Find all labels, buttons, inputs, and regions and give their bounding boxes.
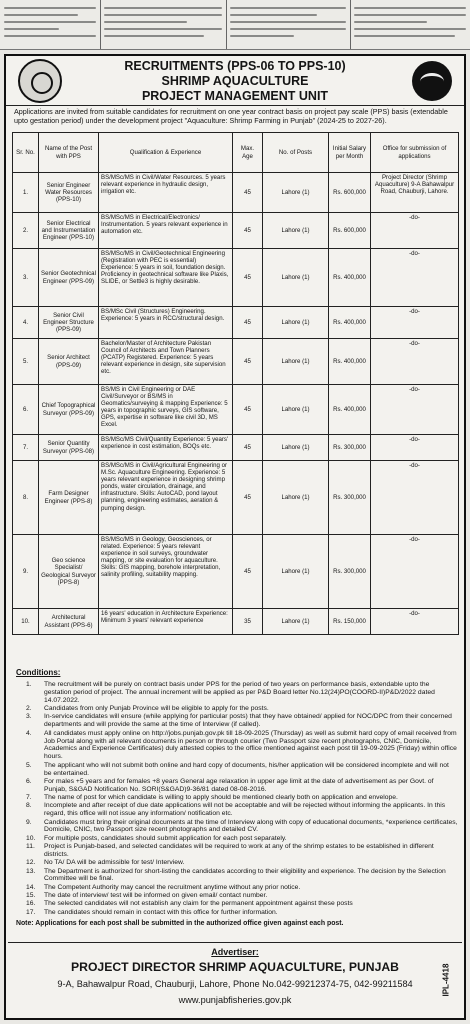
office-cell: -do- [371,435,459,461]
condition-number: 14. [26,883,36,891]
condition-text: No TA/ DA will be admissible for test/ Interview. [44,859,185,867]
condition-text: Incomplete and after receipt of due date applications will not be acceptable and will be rejected without informing the applicants. In this regard, this office will not issue any information/ notification etc. [44,802,446,818]
condition-text: Candidates must bring their original documents at the time of Interview along with copy of educational documents, *experience certificates, Domicile, CNIC, two Passport size recent photographs and detailed CV. [44,818,458,834]
condition-text: The Competent Authority may cancel the recruitment anytime without any prior notice. [44,883,301,891]
posts-cell: Lahore (1) [263,535,329,609]
salary-cell: Rs. 400,000 [329,385,371,435]
posts-table [12,132,459,635]
qualification-cell: BS/MSc/MS in Civil/Geotechnical Engineering (Registration with PEC is essential) Experience: 5 years in soil, foundation design. Proficiency in geotechnical software like Plaxis, SLIDE, or Settle3 is highly desirable. [99,249,233,307]
post-cell: Senior Electrical and Instrumentation Engineer (PPS-10) [39,213,99,249]
qualification-cell: BS/MSc/MS in Electrical/Electronics/ Instrumentation. 5 years relevant experience in automation etc. [99,213,233,249]
qualification-cell: BS/MSc/MS in Civil/Agricultural Engineering or M.Sc. Aquaculture Engineering. Experience: 5 years relevant experience in designing shrimp ponds, water circulation, drainage, and infrastructure. Skills: AutoCAD, pond layout planning, engineering estimates, aeration & pumping design. [99,461,233,535]
age-cell: 45 [233,435,263,461]
condition-number: 11. [26,843,35,851]
condition-text: In-service candidates will ensure (while applying for particular posts) that they have obtained/ applied for NOC/DPC from their concerned departments and will provide the same at the time of Interview (if called). [44,713,452,729]
condition-item [16,819,458,835]
sr-cell: 1. [13,173,39,213]
condition-item [16,884,458,892]
condition-item [16,835,458,843]
punjab-government-emblem-icon [18,59,62,103]
office-cell: -do- [371,385,459,435]
office-cell: Project Director (Shrimp Aquaculture) 9-A Bahawalpur Road, Chauburji, Lahore. [371,173,459,213]
age-cell: 35 [233,609,263,635]
condition-text: For multiple posts, candidates should submit application for each post separately. [44,834,287,842]
condition-number: 17. [26,908,36,916]
condition-text: The date of interview/ test will be informed on given email/ contact number. [44,892,268,900]
table-row [13,307,459,339]
posts-cell: Lahore (1) [263,307,329,339]
qualification-cell: BS/MSc Civil (Structures) Engineering. Experience: 5 years in RCC/structural design. [99,307,233,339]
table-row [13,385,459,435]
ad-title: RECRUITMENTS (PPS-06 TO PPS-10) [124,59,346,73]
condition-number: 4. [26,729,32,737]
salary-cell: Rs. 400,000 [329,339,371,385]
table-row [13,609,459,635]
condition-number: 3. [26,713,32,721]
table-row [13,339,459,385]
office-cell: -do- [371,535,459,609]
condition-item [16,900,458,908]
condition-number: 1. [26,681,32,688]
salary-cell: Rs. 400,000 [329,307,371,339]
qualification-cell: BS/MSc/MS in Civil/Water Resources. 5 years relevant experience in hydraulic design, irrigation etc. [99,173,233,213]
salary-cell: Rs. 600,000 [329,173,371,213]
sr-cell: 2. [13,213,39,249]
qualification-cell: Bachelor/Master of Architecture Pakistan Council of Architects and Town Planners (PCATP) Registered. Experience: 5 years relevant experience in design, site supervision etc. [99,339,233,385]
recruitment-ad [4,54,466,1020]
table-row [13,435,459,461]
condition-item [16,843,458,859]
sr-cell: 4. [13,307,39,339]
salary-cell: Rs. 300,000 [329,461,371,535]
condition-text: The Department is authorized for short-listing the candidates according to their eligibility and experience. The decision by the Selection Committee will be final. [44,867,446,883]
condition-item [16,909,458,917]
office-cell: -do- [371,307,459,339]
advertiser-address: 9-A, Bahawalpur Road, Chauburji, Lahore, Phone No.042-99212374-75, 042-99211584 [57,979,413,989]
ipl-code: IPL-4418 [441,963,451,997]
post-cell: Chief Topographical Surveyor (PPS-09) [39,385,99,435]
condition-item [16,713,458,729]
urdu-column [104,2,222,48]
condition-text: Project is Punjab-based, and selected candidates will be required to work at any of the shrimp estates to be established in different districts. [44,843,434,858]
table-header-cell: Max. Age [233,133,263,173]
salary-cell: Rs. 400,000 [329,249,371,307]
sr-cell: 6. [13,385,39,435]
sr-cell: 10. [13,609,39,635]
office-cell: -do- [371,461,459,535]
newspaper-strip [0,0,470,50]
salary-cell: Rs. 300,000 [329,535,371,609]
qualification-cell: BS/MSc/MS in Geology, Geosciences, or related. Experience: 5 years relevant experience in soil surveys, groundwater mapping, or site evaluation for aquaculture. Skills: GIS mapping, borehole interpretation, salinity profiling, suitability mapping. [99,535,233,609]
age-cell: 45 [233,535,263,609]
salary-cell: Rs. 300,000 [329,435,371,461]
table-row [13,213,459,249]
ad-header [6,56,464,106]
age-cell: 45 [233,173,263,213]
office-cell: -do- [371,213,459,249]
post-cell: Senior Geotechnical Engineer (PPS-09) [39,249,99,307]
condition-text: The name of post for which candidate is willing to apply should be mentioned clearly both on application and envelope. [44,794,398,802]
condition-number: 10. [26,834,36,842]
condition-text: The applicant who will not submit both online and hard copy of documents, his/her application will be considered incomplete and will not be entertained. [44,761,449,777]
post-cell: Senior Civil Engineer Structure (PPS-09) [39,307,99,339]
condition-number: 5. [26,761,32,769]
age-cell: 45 [233,461,263,535]
condition-text: The recruitment will be purely on contract basis under PPS for the period of two years on performance basis, extendable upto the gestation period of project. The annual increment will be applied as per P&D Board letter No.12(24)PO(COORD-II)P&D/2022 dated 14.07.2022. [44,681,435,704]
condition-text: The selected candidates will not establish any claim for the permanent appointment against these posts [44,900,353,908]
condition-item [16,705,458,713]
table-row [13,461,459,535]
sr-cell: 9. [13,535,39,609]
condition-number: 12. [26,859,36,867]
condition-item [16,859,458,867]
table-header-cell: Name of the Post with PPS [39,133,99,173]
posts-cell: Lahore (1) [263,173,329,213]
urdu-column [230,2,346,48]
table-row [13,173,459,213]
conditions-list [16,681,458,917]
advertiser-label: Advertiser: [211,947,259,957]
post-cell: Senior Engineer Water Resources (PPS-10) [39,173,99,213]
urdu-column [4,2,96,48]
qualification-cell: 16 years' education in Architecture Experience: Minimum 3 years' relevant experience [99,609,233,635]
ad-subtitle: SHRIMP AQUACULTURE [161,74,309,88]
office-cell: -do- [371,609,459,635]
condition-item [16,794,458,802]
condition-number: 15. [26,892,36,900]
shrimp-logo-icon [412,61,452,101]
condition-item [16,730,458,762]
advertiser-website: www.punjabfisheries.gov.pk [178,995,292,1005]
condition-item [16,892,458,900]
post-cell: Architectural Assistant (PPS-6) [39,609,99,635]
posts-cell: Lahore (1) [263,385,329,435]
condition-number: 6. [26,777,32,785]
salary-cell: Rs. 600,000 [329,213,371,249]
condition-number: 7. [26,794,32,802]
posts-cell: Lahore (1) [263,435,329,461]
salary-cell: Rs. 150,000 [329,609,371,635]
intro-paragraph: Applications are invited from suitable candidates for recruitment on one year contract basis on project pay scale (PPS) basis (extendable upto gestation period) under the development project "Aquaculture: Shrimp Farming in Punjab" (2024-25 to 2027-26). [14,107,448,125]
posts-cell: Lahore (1) [263,249,329,307]
table-header-cell: Qualification & Experience [99,133,233,173]
table-header-cell: Initial Salary per Month [329,133,371,173]
post-cell: Senior Architect (PPS-09) [39,339,99,385]
condition-item [16,802,458,818]
posts-cell: Lahore (1) [263,461,329,535]
conditions-title: Conditions: [16,668,61,677]
table-header-cell: No. of Posts [263,133,329,173]
table-header-cell: Office for submission of applications [371,133,459,173]
condition-item [16,868,458,884]
condition-number: 8. [26,802,32,810]
sr-cell: 7. [13,435,39,461]
post-cell: Geo science Specialist/ Geological Surveyor (PPS-8) [39,535,99,609]
condition-item [16,681,458,705]
application-note: Note: Applications for each post shall be submitted in the authorized office given against each post. [16,920,344,927]
condition-text: The candidates should remain in contact with this office for further information. [44,908,278,916]
age-cell: 45 [233,249,263,307]
table-header-cell: Sr. No. [13,133,39,173]
condition-number: 2. [26,705,32,713]
sr-cell: 3. [13,249,39,307]
condition-number: 16. [26,900,36,908]
posts-cell: Lahore (1) [263,609,329,635]
table-row [13,249,459,307]
condition-text: For males +5 years and for females +8 years General age relaxation in upper age limit at the date of advertisement as per Govt. of Punjab, S&GAD Notification No. SORI(S&GAD)9-36/81 dated 08-08-2016. [44,777,434,793]
qualification-cell: BS/MSc/MS Civil/Quantity Experience: 5 years' experience in cost estimation, BOQs etc. [99,435,233,461]
qualification-cell: BS/MS in Civil Engineering or DAE Civil/Surveyor or BS/MS in Geomatics/surveying & mapping Experience: 5 years in topographic surveys, GIS software, GPS, expertise in software like civil 3D, MS Excel. [99,385,233,435]
office-cell: -do- [371,339,459,385]
advertiser-block [8,942,462,1018]
table-header-row [13,133,459,173]
advertiser-name: PROJECT DIRECTOR SHRIMP AQUACULTURE, PUNJAB [71,960,399,974]
post-cell: Farm Designer Engineer (PPS-8) [39,461,99,535]
office-cell: -do- [371,249,459,307]
condition-item [16,762,458,778]
age-cell: 45 [233,213,263,249]
urdu-column [354,2,466,48]
age-cell: 45 [233,385,263,435]
condition-number: 13. [26,867,36,875]
table-row [13,535,459,609]
sr-cell: 8. [13,461,39,535]
age-cell: 45 [233,307,263,339]
ad-unit-title: PROJECT MANAGEMENT UNIT [141,89,329,103]
sr-cell: 5. [13,339,39,385]
posts-cell: Lahore (1) [263,339,329,385]
post-cell: Senior Quantity Surveyor (PPS-08) [39,435,99,461]
age-cell: 45 [233,339,263,385]
condition-number: 9. [26,818,32,826]
condition-text: All candidates must apply online on http://jobs.punjab.gov.pk till 18-09-2025 (Thursday) as well as submit hard copy of email received from Job Portal along with all relevant documents in person or through courier (Two Passport size recent photographs, CNIC, Domicile, Academics and Experience Certificates) duly attested copies to the office mentioned against each post till 19-09-2025 (Friday) within office hours. [44,729,457,761]
condition-text: Candidates from only Punjab Province will be eligible to apply for the posts. [44,705,269,713]
posts-cell: Lahore (1) [263,213,329,249]
condition-item [16,778,458,794]
